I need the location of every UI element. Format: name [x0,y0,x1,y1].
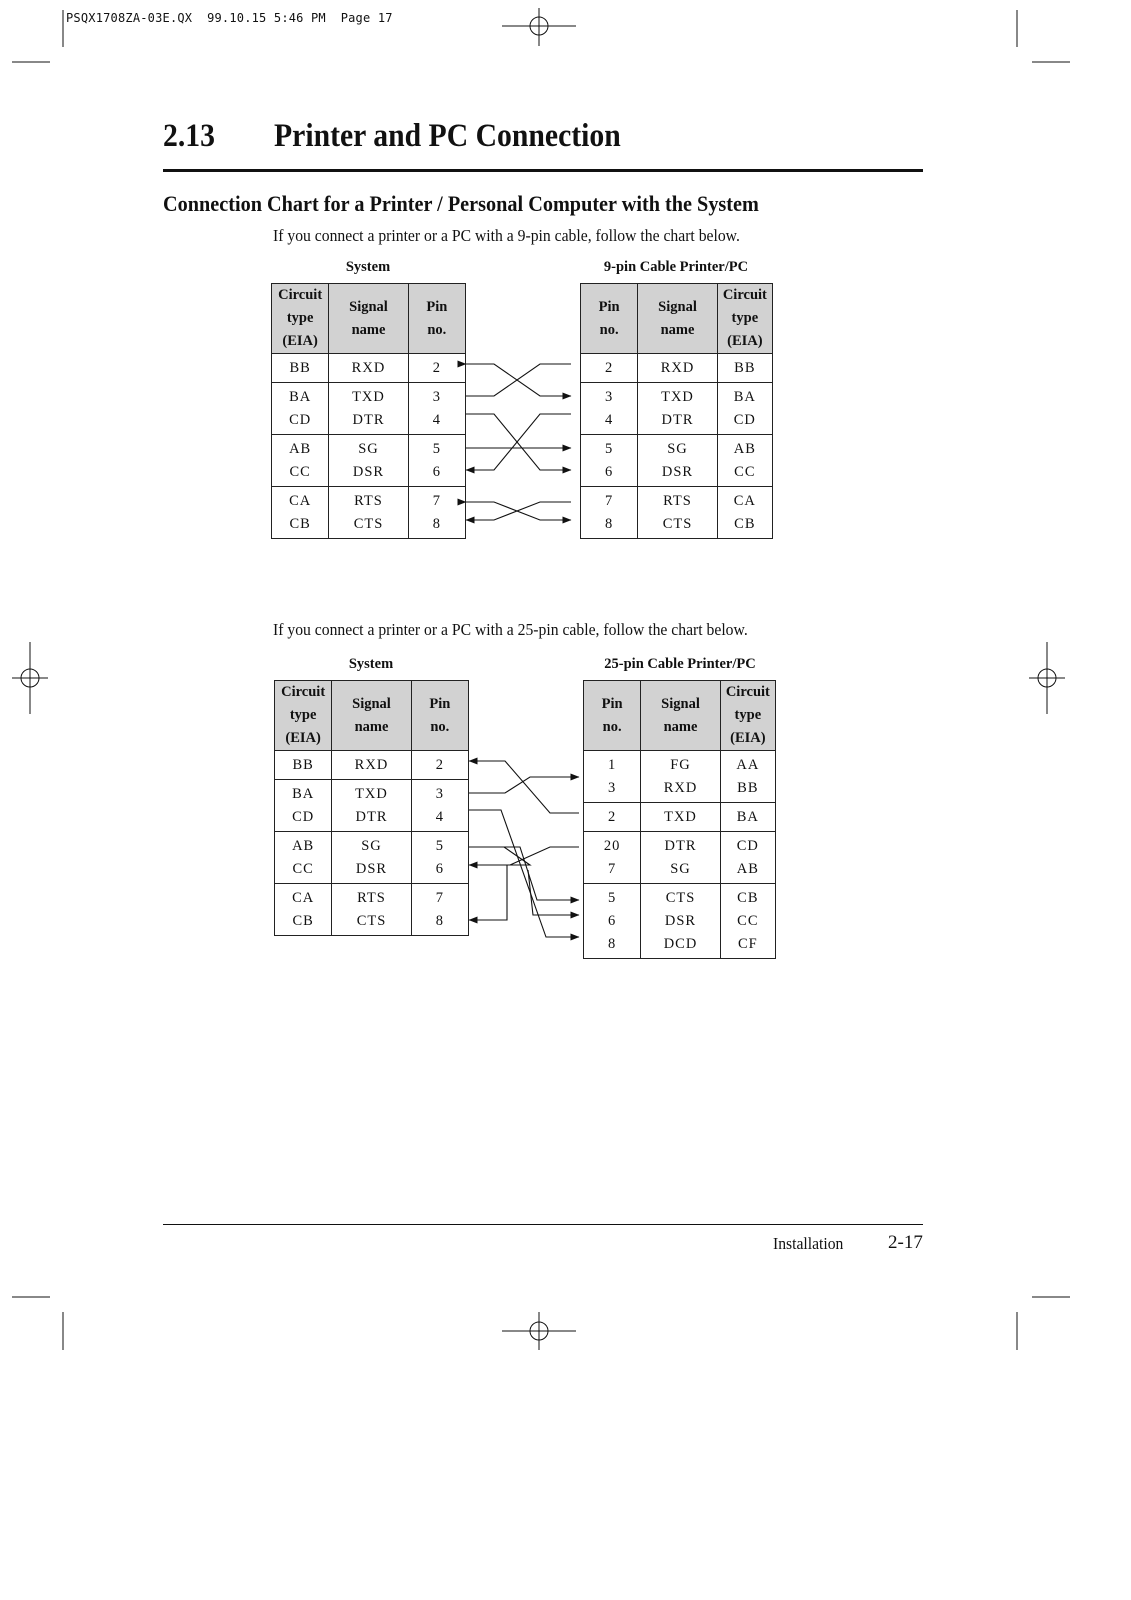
circuit-cell-line: CD [733,411,756,428]
pin-cell-line: 2 [608,808,617,825]
pin-cell-line: 3 [432,388,441,405]
pin-cell-line: 2 [435,756,444,773]
pin-cell-line: 6 [608,912,617,929]
intro-9pin: If you connect a printer or a PC with a 9-pin cable, follow the chart below. [273,226,740,245]
pin-cell-line: 7 [605,492,614,509]
circuit-header-line: type [289,707,317,723]
circuit-cell-line: BA [736,808,759,825]
pin-header-line: Pin [598,298,620,315]
signal-cell-line: CTS [662,515,693,532]
circuit-cell-line: AB [733,440,756,457]
signal-cell-line: DCD [663,935,698,952]
page-number: 2-17 [888,1232,923,1253]
section-number: 2.13 [163,118,215,154]
pin-cell-line: 2 [605,359,614,376]
circuit-header-line: (EIA) [285,730,321,746]
pin-cell-line: 7 [432,492,441,509]
signal-header-line: name [354,718,389,735]
pin-cell-line: 5 [432,440,441,457]
circuit-cell-line: AB [736,860,759,877]
pin-cell-line: 5 [608,889,617,906]
pin-cell-line: 8 [432,515,441,532]
signal-cell-line: RTS [663,492,692,509]
signal-cell-line: DTR [355,808,388,825]
signal-header-line: Signal [658,298,697,315]
signal-cell-line: CTS [356,912,387,929]
pin-header-line: no. [430,718,450,735]
signal-header-line: name [351,321,386,338]
circuit-cell-line: CA [733,492,756,509]
circuit-cell-line: AB [292,837,315,854]
circuit-cell-line: CC [737,912,759,929]
signal-cell-line: DTR [664,837,697,854]
circuit-cell-line: CD [289,411,312,428]
pin-header-line: no. [602,718,622,735]
circuit-cell-line: CC [292,860,314,877]
pin-cell-line: 5 [435,837,444,854]
pin-cell-line: 5 [605,440,614,457]
signal-cell-line: DSR [355,860,388,877]
pin-header-line: Pin [426,298,448,315]
signal-cell-line: TXD [661,388,694,405]
pin-cell-line: 4 [435,808,444,825]
circuit-header-line: (EIA) [727,333,763,349]
file-slug: PSQX1708ZA-03E.QX 99.10.15 5:46 PM Page 17 [66,11,393,25]
signal-cell-line: SG [361,837,382,854]
pin-cell-line: 6 [435,860,444,877]
circuit-cell-line: CA [289,492,312,509]
system-caption-25pin: System [348,656,394,672]
wires-9pin [466,364,571,520]
circuit-header-line: Circuit [281,684,326,700]
device-caption-9pin: 9-pin Cable Printer/PC [603,259,749,275]
pin-cell-line: 3 [605,388,614,405]
signal-cell-line: CTS [665,889,696,906]
signal-header-line: name [660,321,695,338]
circuit-cell-line: CD [736,837,759,854]
circuit-cell-line: BB [734,359,756,376]
pin-cell-line: 4 [432,411,441,428]
signal-cell-line: RXD [354,756,389,773]
circuit-cell-line: AB [289,440,312,457]
circuit-header-line: Circuit [725,684,770,700]
circuit-cell-line: AA [736,756,760,773]
pin-header-line: Pin [429,695,451,712]
circuit-cell-line: CB [292,912,314,929]
circuit-header-line: Circuit [278,287,323,303]
pin-cell-line: 3 [435,785,444,802]
signal-header-line: Signal [661,695,700,712]
pin-cell-line: 7 [435,889,444,906]
pin-cell-line: 8 [608,935,617,952]
wires-25pin [469,761,579,937]
circuit-header-line: Circuit [722,287,767,303]
signal-header-line: Signal [349,298,388,315]
signal-cell-line: DSR [664,912,697,929]
pin-cell-line: 20 [603,837,621,854]
circuit-cell-line: CA [292,889,315,906]
circuit-cell-line: BB [737,779,759,796]
device-caption-25pin: 25-pin Cable Printer/PC [604,656,756,672]
signal-cell-line: DTR [661,411,694,428]
circuit-cell-line: CC [289,463,311,480]
signal-header-line: name [663,718,698,735]
pin-cell-line: 6 [605,463,614,480]
system-caption-9pin: System [345,259,391,275]
signal-cell-line: RXD [660,359,695,376]
pin-header-line: no. [427,321,447,338]
signal-cell-line: TXD [352,388,385,405]
circuit-cell-line: CB [734,515,756,532]
circuit-cell-line: CB [737,889,759,906]
circuit-cell-line: CB [289,515,311,532]
pin-cell-line: 8 [605,515,614,532]
pin-cell-line: 3 [608,779,617,796]
intro-25pin: If you connect a printer or a PC with a 25-pin cable, follow the chart below. [273,620,748,639]
circuit-cell-line: CD [292,808,315,825]
signal-cell-line: RTS [354,492,383,509]
signal-cell-line: SG [358,440,379,457]
footer-rule [163,1224,923,1225]
pin-cell-line: 4 [605,411,614,428]
circuit-header-line: type [734,707,762,723]
circuit-header-line: type [286,310,314,326]
pin-cell-line: 6 [432,463,441,480]
circuit-cell-line: BB [289,359,311,376]
circuit-header-line: (EIA) [282,333,318,349]
signal-cell-line: DSR [661,463,694,480]
signal-cell-line: DSR [352,463,385,480]
signal-cell-line: CTS [353,515,384,532]
signal-cell-line: SG [670,860,691,877]
pin-cell-line: 7 [608,860,617,877]
footer-label: Installation [773,1234,844,1253]
pin-cell-line: 2 [432,359,441,376]
signal-cell-line: TXD [355,785,388,802]
signal-cell-line: DTR [352,411,385,428]
pin-header-line: Pin [601,695,623,712]
circuit-cell-line: BA [289,388,312,405]
circuit-cell-line: CC [734,463,756,480]
signal-cell-line: RXD [351,359,386,376]
signal-cell-line: FG [670,756,691,773]
circuit-cell-line: BA [733,388,756,405]
signal-cell-line: TXD [664,808,697,825]
circuit-cell-line: BB [292,756,314,773]
circuit-cell-line: BA [292,785,315,802]
pin-header-line: no. [599,321,619,338]
pin-cell-line: 8 [435,912,444,929]
section-title: Printer and PC Connection [274,118,621,154]
subheading: Connection Chart for a Printer / Personal Computer with the System [163,191,759,216]
signal-cell-line: SG [667,440,688,457]
signal-cell-line: RXD [663,779,698,796]
circuit-cell-line: CF [737,935,758,952]
circuit-header-line: type [731,310,759,326]
signal-cell-line: RTS [357,889,386,906]
pin-cell-line: 1 [608,756,617,773]
signal-header-line: Signal [352,695,391,712]
circuit-header-line: (EIA) [730,730,766,746]
